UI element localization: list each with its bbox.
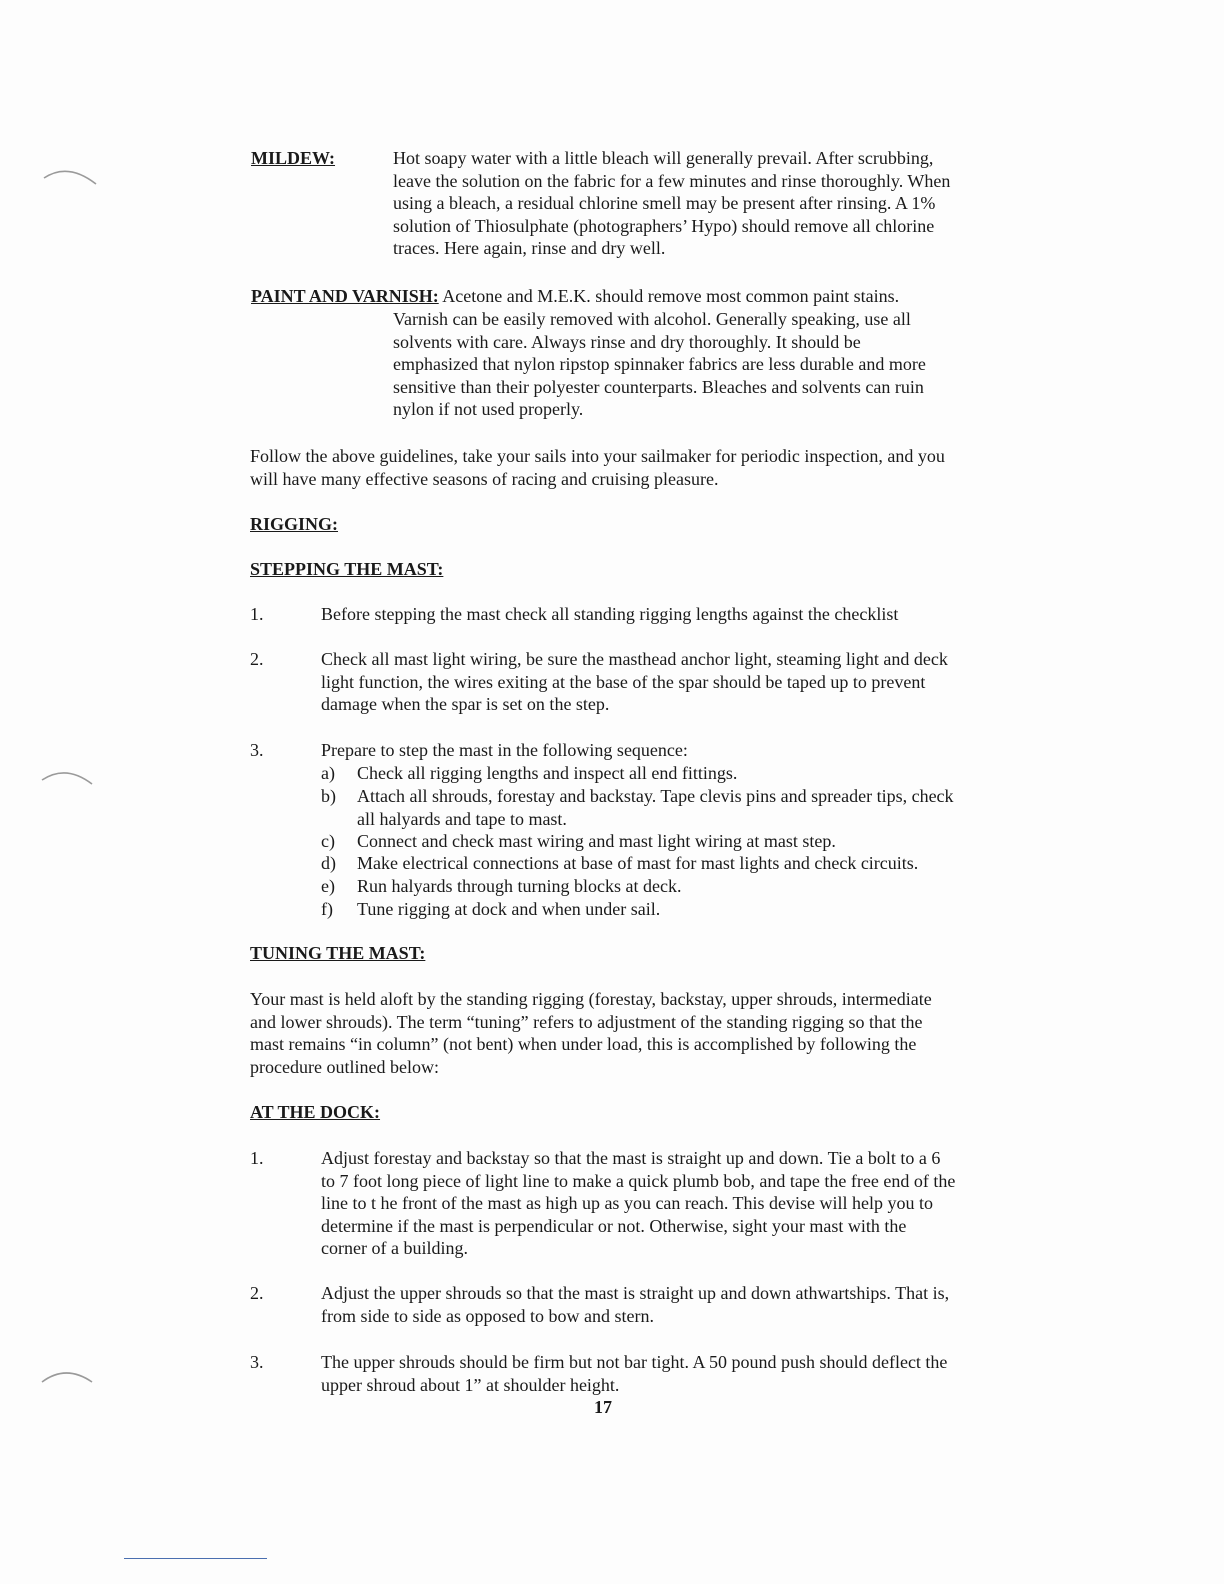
- text-line: Check all rigging lengths and inspect all end fittings.: [357, 763, 738, 783]
- text-line: light function, the wires exiting at the base of the spar should be taped up to prevent: [321, 671, 926, 692]
- step-item-number: 2.: [250, 649, 264, 669]
- dock-item-text: [321, 1147, 1033, 1260]
- dock-heading: AT THE DOCK:: [250, 1102, 381, 1122]
- text-line: traces. Here again, rinse and dry well.: [393, 238, 666, 259]
- sub-item: [321, 830, 1033, 853]
- text-line: leave the solution on the fabric for a few minutes and rinse thoroughly. When: [393, 170, 951, 191]
- sub-item-label: e): [321, 876, 335, 896]
- sub-item-label: c): [321, 831, 335, 851]
- sub-item-text: [357, 852, 1033, 875]
- rigging-heading: RIGGING:: [250, 514, 339, 534]
- binder-hole-mark-top: [40, 160, 100, 190]
- sub-item-text: [357, 785, 1033, 830]
- text-line: will have many effective seasons of racing and cruising pleasure.: [250, 468, 719, 489]
- text-line: nylon if not used properly.: [393, 399, 584, 420]
- paint-intro: Acetone and M.E.K. should remove most common paint stains.: [442, 286, 900, 306]
- stepping-heading: STEPPING THE MAST:: [250, 559, 444, 579]
- mildew-text: [393, 147, 1033, 260]
- text-line: Adjust the upper shrouds so that the mast is straight up and down athwartships. That is,: [321, 1283, 950, 1303]
- step-item-text: [321, 603, 1033, 626]
- tuning-paragraph: [250, 988, 1035, 1078]
- text-line: sensitive than their polyester counterparts. Bleaches and solvents can ruin: [393, 376, 924, 397]
- sub-item-text: [357, 830, 1033, 853]
- sub-item: [321, 762, 1033, 785]
- sub-item: [321, 852, 1033, 875]
- text-line: Before stepping the mast check all standing rigging lengths against the checklist: [321, 604, 899, 624]
- text-line: procedure outlined below:: [250, 1056, 439, 1077]
- text-line: emphasized that nylon ripstop spinnaker fabrics are less durable and more: [393, 354, 926, 375]
- sub-item-text: [357, 898, 1033, 921]
- text-line: Make electrical connections at base of mast for mast lights and check circuits.: [357, 853, 919, 873]
- mildew-label: MILDEW:: [251, 148, 336, 168]
- text-line: line to t he front of the mast as high up as you can reach. This devise will help you to: [321, 1193, 934, 1214]
- text-line: solvents with care. Always rinse and dry thoroughly. It should be: [393, 331, 861, 352]
- sub-item-label: d): [321, 853, 336, 873]
- text-line: upper shroud about 1” at shoulder height.: [321, 1374, 620, 1395]
- sub-item: [321, 785, 1033, 830]
- text-line: corner of a building.: [321, 1238, 468, 1259]
- text-line: Follow the above guidelines, take your sails into your sailmaker for periodic inspection, and you: [250, 446, 945, 466]
- sub-item-label: f): [321, 899, 333, 919]
- text-line: Your mast is held aloft by the standing rigging (forestay, backstay, upper shrouds, intermediate: [250, 989, 932, 1009]
- page-number: 17: [594, 1397, 612, 1417]
- sub-item-label: b): [321, 786, 336, 806]
- paint-first-line: [251, 285, 1031, 308]
- text-line: mast remains “in column” (not bent) when under load, this is accomplished by following the: [250, 1034, 917, 1055]
- text-line: determine if the mast is perpendicular or not. Otherwise, sight your mast with the: [321, 1215, 907, 1236]
- bottom-rule: [124, 1558, 267, 1559]
- step-item-text: [321, 648, 1033, 716]
- paint-label: PAINT AND VARNISH:: [251, 286, 439, 306]
- tuning-heading: TUNING THE MAST:: [250, 943, 426, 963]
- text-line: to 7 foot long piece of light line to make a quick plumb bob, and tape the free end of the: [321, 1170, 956, 1191]
- text-line: Hot soapy water with a little bleach will generally prevail. After scrubbing,: [393, 148, 934, 168]
- sub-item: [321, 875, 1033, 898]
- sub-item-text: [357, 875, 1033, 898]
- sub-item-label: a): [321, 763, 335, 783]
- text-line: from side to side as opposed to bow and stern.: [321, 1305, 654, 1326]
- text-line: The upper shrouds should be firm but not bar tight. A 50 pound push should deflect the: [321, 1352, 948, 1372]
- step-item-number: 1.: [250, 604, 264, 624]
- dock-item-text: [321, 1351, 1033, 1396]
- dock-item-number: 3.: [250, 1352, 264, 1372]
- text-line: damage when the spar is set on the step.: [321, 694, 610, 715]
- text-line: Tune rigging at dock and when under sail.: [357, 899, 661, 919]
- text-line: using a bleach, a residual chlorine smell may be present after rinsing. A 1%: [393, 193, 936, 214]
- follow-paragraph: [250, 445, 1035, 490]
- paint-text: [393, 308, 1033, 421]
- dock-item-number: 2.: [250, 1283, 264, 1303]
- text-line: Connect and check mast wiring and mast light wiring at mast step.: [357, 831, 836, 851]
- text-line: all halyards and tape to mast.: [357, 808, 567, 829]
- binder-hole-mark-middle: [38, 760, 98, 790]
- binder-hole-mark-bottom: [38, 1360, 98, 1390]
- text-line: Varnish can be easily removed with alcohol. Generally speaking, use all: [393, 309, 911, 329]
- dock-item-text: [321, 1282, 1033, 1327]
- sub-item-text: [357, 762, 1033, 785]
- text-line: Adjust forestay and backstay so that the mast is straight up and down. Tie a bolt to a 6: [321, 1148, 941, 1168]
- step-item-number: 3.: [250, 740, 264, 760]
- text-line: solution of Thiosulphate (photographers’ Hypo) should remove all chlorine: [393, 215, 935, 236]
- step-item-text: [321, 739, 1033, 762]
- text-line: Check all mast light wiring, be sure the masthead anchor light, steaming light and deck: [321, 649, 948, 669]
- text-line: Run halyards through turning blocks at deck.: [357, 876, 682, 896]
- dock-item-number: 1.: [250, 1148, 264, 1168]
- text-line: and lower shrouds). The term “tuning” refers to adjustment of the standing rigging so that the: [250, 1011, 923, 1032]
- sub-item: [321, 898, 1033, 921]
- text-line: Attach all shrouds, forestay and backstay. Tape clevis pins and spreader tips, check: [357, 786, 954, 806]
- text-line: Prepare to step the mast in the following sequence:: [321, 740, 688, 760]
